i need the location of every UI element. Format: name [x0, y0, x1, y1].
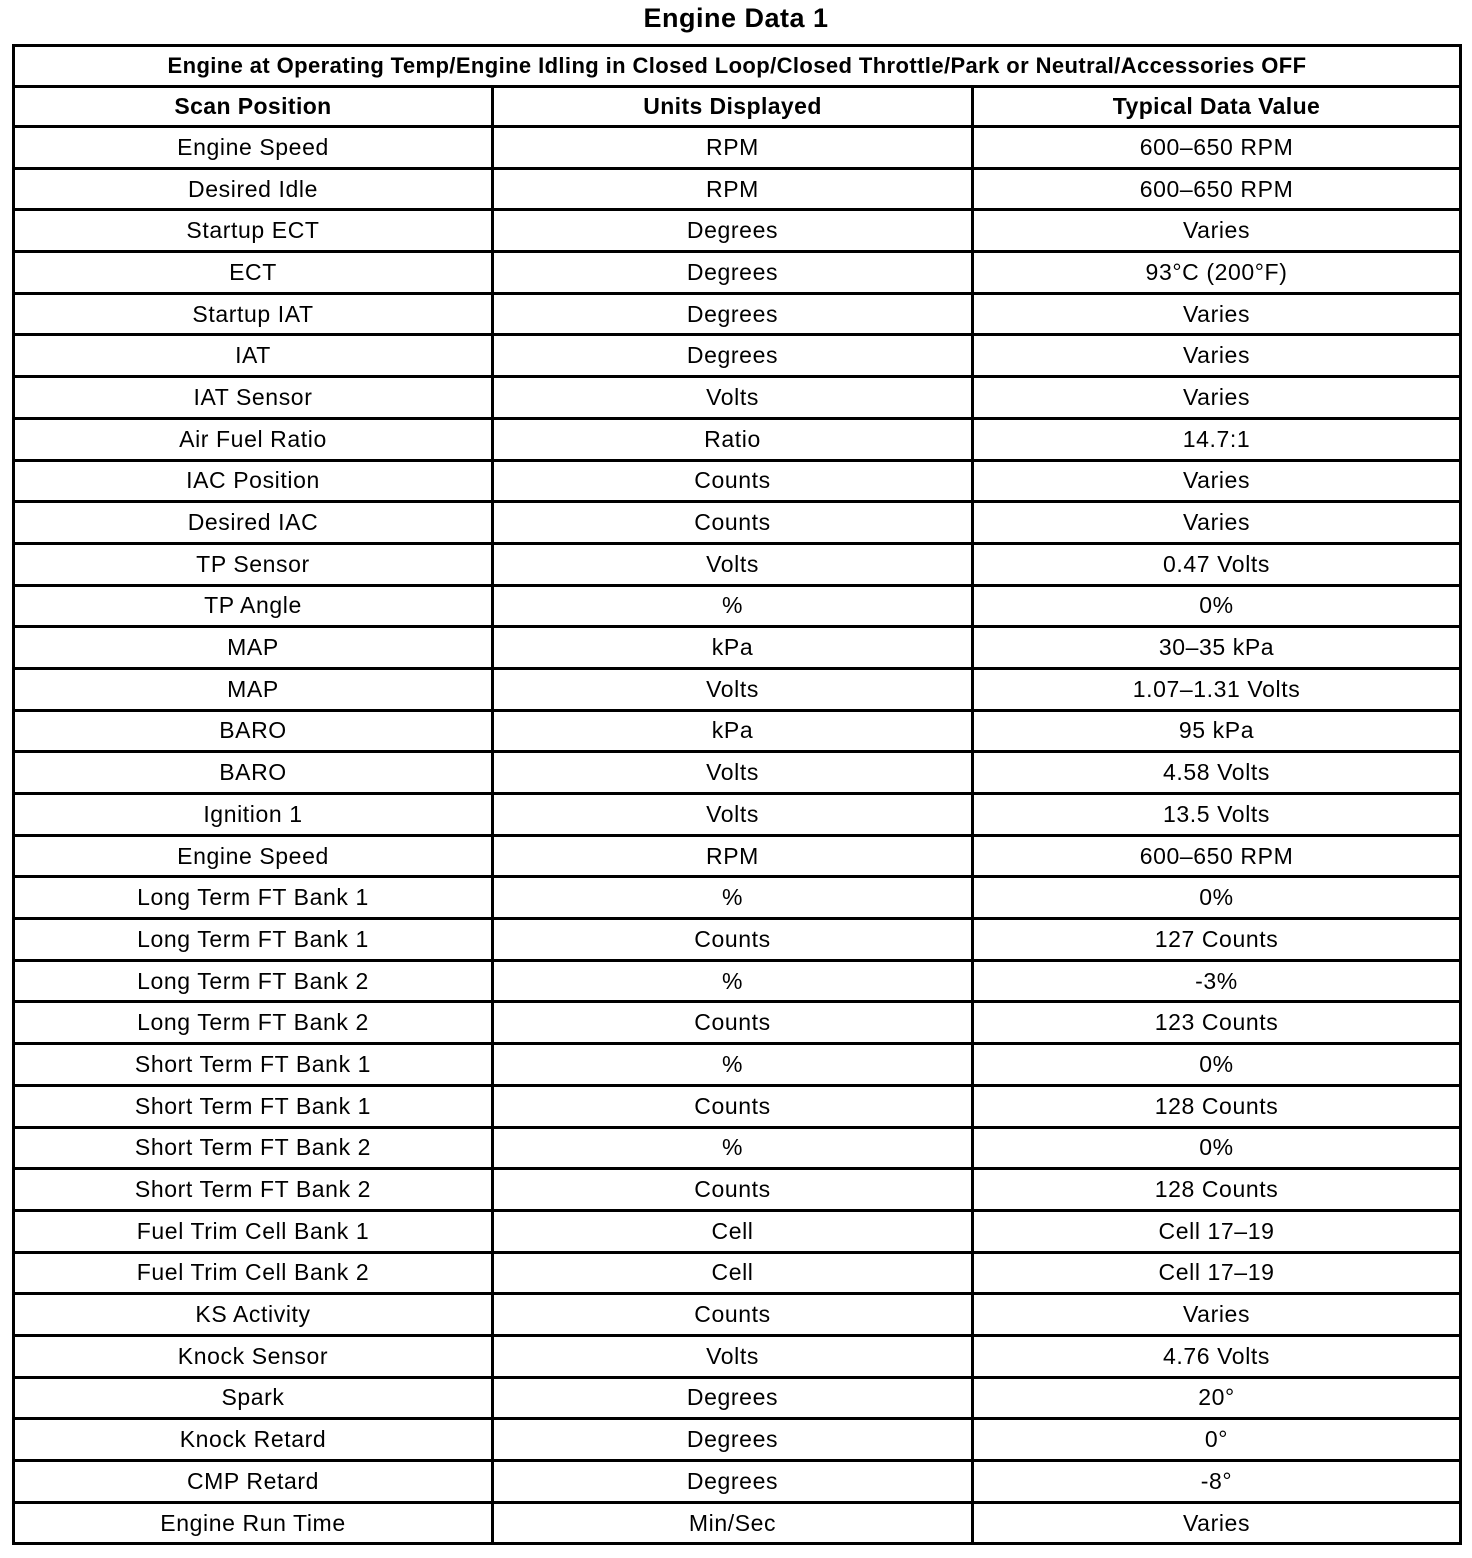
cell-units-displayed: kPa	[493, 627, 973, 669]
cell-scan-position: Short Term FT Bank 1	[14, 1085, 493, 1127]
cell-units-displayed: kPa	[493, 710, 973, 752]
cell-scan-position: MAP	[14, 627, 493, 669]
cell-units-displayed: Counts	[493, 1169, 973, 1211]
cell-typical-data-value: 600–650 RPM	[973, 127, 1461, 169]
table-body	[14, 127, 1461, 1544]
cell-units-displayed: Degrees	[493, 1461, 973, 1503]
table-row	[14, 1002, 1461, 1044]
cell-units-displayed: Volts	[493, 377, 973, 419]
cell-scan-position: Short Term FT Bank 2	[14, 1127, 493, 1169]
cell-typical-data-value: Varies	[973, 293, 1461, 335]
table-row	[14, 585, 1461, 627]
table-row	[14, 794, 1461, 836]
cell-typical-data-value: Varies	[973, 1294, 1461, 1336]
table-row	[14, 127, 1461, 169]
cell-scan-position: Engine Speed	[14, 835, 493, 877]
table-row	[14, 293, 1461, 335]
table-row	[14, 1085, 1461, 1127]
cell-scan-position: BARO	[14, 752, 493, 794]
cell-units-displayed: Volts	[493, 668, 973, 710]
cell-typical-data-value: 0%	[973, 585, 1461, 627]
cell-units-displayed: Counts	[493, 460, 973, 502]
cell-units-displayed: Degrees	[493, 1419, 973, 1461]
table-row	[14, 1377, 1461, 1419]
cell-scan-position: Engine Speed	[14, 127, 493, 169]
cell-typical-data-value: 0%	[973, 1127, 1461, 1169]
cell-scan-position: Desired IAC	[14, 502, 493, 544]
cell-typical-data-value: Varies	[973, 210, 1461, 252]
page-title: Engine Data 1	[643, 3, 829, 33]
table-row	[14, 1294, 1461, 1336]
cell-typical-data-value: 0.47 Volts	[973, 543, 1461, 585]
cell-units-displayed: Degrees	[493, 335, 973, 377]
table-row	[14, 1502, 1461, 1544]
cell-typical-data-value: 127 Counts	[973, 919, 1461, 961]
cell-typical-data-value: 30–35 kPa	[973, 627, 1461, 669]
cell-units-displayed: RPM	[493, 835, 973, 877]
condition-row	[14, 46, 1461, 87]
cell-units-displayed: Degrees	[493, 1377, 973, 1419]
table-row	[14, 877, 1461, 919]
cell-scan-position: Long Term FT Bank 2	[14, 1002, 493, 1044]
cell-scan-position: Engine Run Time	[14, 1502, 493, 1544]
table-row	[14, 1044, 1461, 1086]
engine-data-table	[12, 44, 1462, 1545]
cell-typical-data-value: Cell 17–19	[973, 1252, 1461, 1294]
table-row	[14, 502, 1461, 544]
cell-scan-position: Knock Sensor	[14, 1335, 493, 1377]
cell-typical-data-value: Varies	[973, 1502, 1461, 1544]
cell-typical-data-value: 600–650 RPM	[973, 168, 1461, 210]
cell-units-displayed: Volts	[493, 1335, 973, 1377]
cell-scan-position: Desired Idle	[14, 168, 493, 210]
cell-units-displayed: Degrees	[493, 293, 973, 335]
table-row	[14, 1252, 1461, 1294]
cell-units-displayed: Ratio	[493, 418, 973, 460]
table-row	[14, 1127, 1461, 1169]
table-row	[14, 1169, 1461, 1211]
cell-typical-data-value: 123 Counts	[973, 1002, 1461, 1044]
cell-units-displayed: Cell	[493, 1252, 973, 1294]
table-row	[14, 668, 1461, 710]
table-row	[14, 335, 1461, 377]
table-row	[14, 210, 1461, 252]
cell-units-displayed: %	[493, 1127, 973, 1169]
cell-scan-position: Startup ECT	[14, 210, 493, 252]
cell-units-displayed: Min/Sec	[493, 1502, 973, 1544]
table-row	[14, 252, 1461, 294]
cell-scan-position: Knock Retard	[14, 1419, 493, 1461]
column-header-row	[14, 87, 1461, 127]
table-row	[14, 627, 1461, 669]
cell-scan-position: IAT Sensor	[14, 377, 493, 419]
cell-typical-data-value: 128 Counts	[973, 1085, 1461, 1127]
cell-typical-data-value: 4.76 Volts	[973, 1335, 1461, 1377]
cell-typical-data-value: 20°	[973, 1377, 1461, 1419]
cell-typical-data-value: 600–650 RPM	[973, 835, 1461, 877]
cell-scan-position: Fuel Trim Cell Bank 1	[14, 1210, 493, 1252]
cell-typical-data-value: Varies	[973, 502, 1461, 544]
condition-text: Engine at Operating Temp/Engine Idling in Closed Loop/Closed Throttle/Park or Neutral/Accessories OFF	[14, 46, 1461, 87]
cell-scan-position: Short Term FT Bank 1	[14, 1044, 493, 1086]
cell-units-displayed: Counts	[493, 919, 973, 961]
cell-typical-data-value: Varies	[973, 335, 1461, 377]
cell-typical-data-value: 0%	[973, 877, 1461, 919]
cell-scan-position: Long Term FT Bank 1	[14, 919, 493, 961]
column-header-units-displayed: Units Displayed	[493, 87, 973, 127]
cell-typical-data-value: 14.7:1	[973, 418, 1461, 460]
cell-scan-position: CMP Retard	[14, 1461, 493, 1503]
cell-typical-data-value: 128 Counts	[973, 1169, 1461, 1211]
cell-typical-data-value: 0°	[973, 1419, 1461, 1461]
cell-scan-position: TP Sensor	[14, 543, 493, 585]
cell-typical-data-value: -3%	[973, 960, 1461, 1002]
cell-scan-position: Short Term FT Bank 2	[14, 1169, 493, 1211]
cell-units-displayed: Degrees	[493, 210, 973, 252]
cell-units-displayed: Volts	[493, 543, 973, 585]
table-row	[14, 752, 1461, 794]
cell-units-displayed: Degrees	[493, 252, 973, 294]
table-row	[14, 1419, 1461, 1461]
column-header-scan-position: Scan Position	[14, 87, 493, 127]
table-row	[14, 835, 1461, 877]
cell-scan-position: MAP	[14, 668, 493, 710]
cell-typical-data-value: 1.07–1.31 Volts	[973, 668, 1461, 710]
cell-units-displayed: Counts	[493, 1294, 973, 1336]
column-header-typical-data-value: Typical Data Value	[973, 87, 1461, 127]
cell-scan-position: Ignition 1	[14, 794, 493, 836]
cell-scan-position: IAC Position	[14, 460, 493, 502]
table-row	[14, 377, 1461, 419]
cell-units-displayed: Counts	[493, 1085, 973, 1127]
table-row	[14, 460, 1461, 502]
cell-units-displayed: Counts	[493, 502, 973, 544]
cell-units-displayed: %	[493, 1044, 973, 1086]
table-row	[14, 418, 1461, 460]
cell-units-displayed: Volts	[493, 794, 973, 836]
cell-typical-data-value: 0%	[973, 1044, 1461, 1086]
cell-typical-data-value: Cell 17–19	[973, 1210, 1461, 1252]
cell-scan-position: Air Fuel Ratio	[14, 418, 493, 460]
cell-scan-position: Long Term FT Bank 2	[14, 960, 493, 1002]
cell-typical-data-value: Varies	[973, 460, 1461, 502]
cell-scan-position: Startup IAT	[14, 293, 493, 335]
cell-scan-position: Fuel Trim Cell Bank 2	[14, 1252, 493, 1294]
cell-typical-data-value: 93°C (200°F)	[973, 252, 1461, 294]
cell-typical-data-value: 95 kPa	[973, 710, 1461, 752]
cell-scan-position: KS Activity	[14, 1294, 493, 1336]
table-row	[14, 1210, 1461, 1252]
cell-scan-position: Spark	[14, 1377, 493, 1419]
cell-units-displayed: Volts	[493, 752, 973, 794]
table-row	[14, 168, 1461, 210]
cell-units-displayed: %	[493, 877, 973, 919]
table-row	[14, 543, 1461, 585]
cell-units-displayed: %	[493, 585, 973, 627]
cell-scan-position: IAT	[14, 335, 493, 377]
table-row	[14, 1335, 1461, 1377]
cell-typical-data-value: 13.5 Volts	[973, 794, 1461, 836]
table-row	[14, 710, 1461, 752]
cell-units-displayed: Cell	[493, 1210, 973, 1252]
table-row	[14, 1461, 1461, 1503]
cell-typical-data-value: Varies	[973, 377, 1461, 419]
table-row	[14, 919, 1461, 961]
cell-scan-position: Long Term FT Bank 1	[14, 877, 493, 919]
cell-units-displayed: RPM	[493, 127, 973, 169]
cell-scan-position: ECT	[14, 252, 493, 294]
cell-units-displayed: %	[493, 960, 973, 1002]
table-row	[14, 960, 1461, 1002]
cell-scan-position: BARO	[14, 710, 493, 752]
cell-units-displayed: Counts	[493, 1002, 973, 1044]
cell-typical-data-value: -8°	[973, 1461, 1461, 1503]
cell-units-displayed: RPM	[493, 168, 973, 210]
cell-typical-data-value: 4.58 Volts	[973, 752, 1461, 794]
cell-scan-position: TP Angle	[14, 585, 493, 627]
